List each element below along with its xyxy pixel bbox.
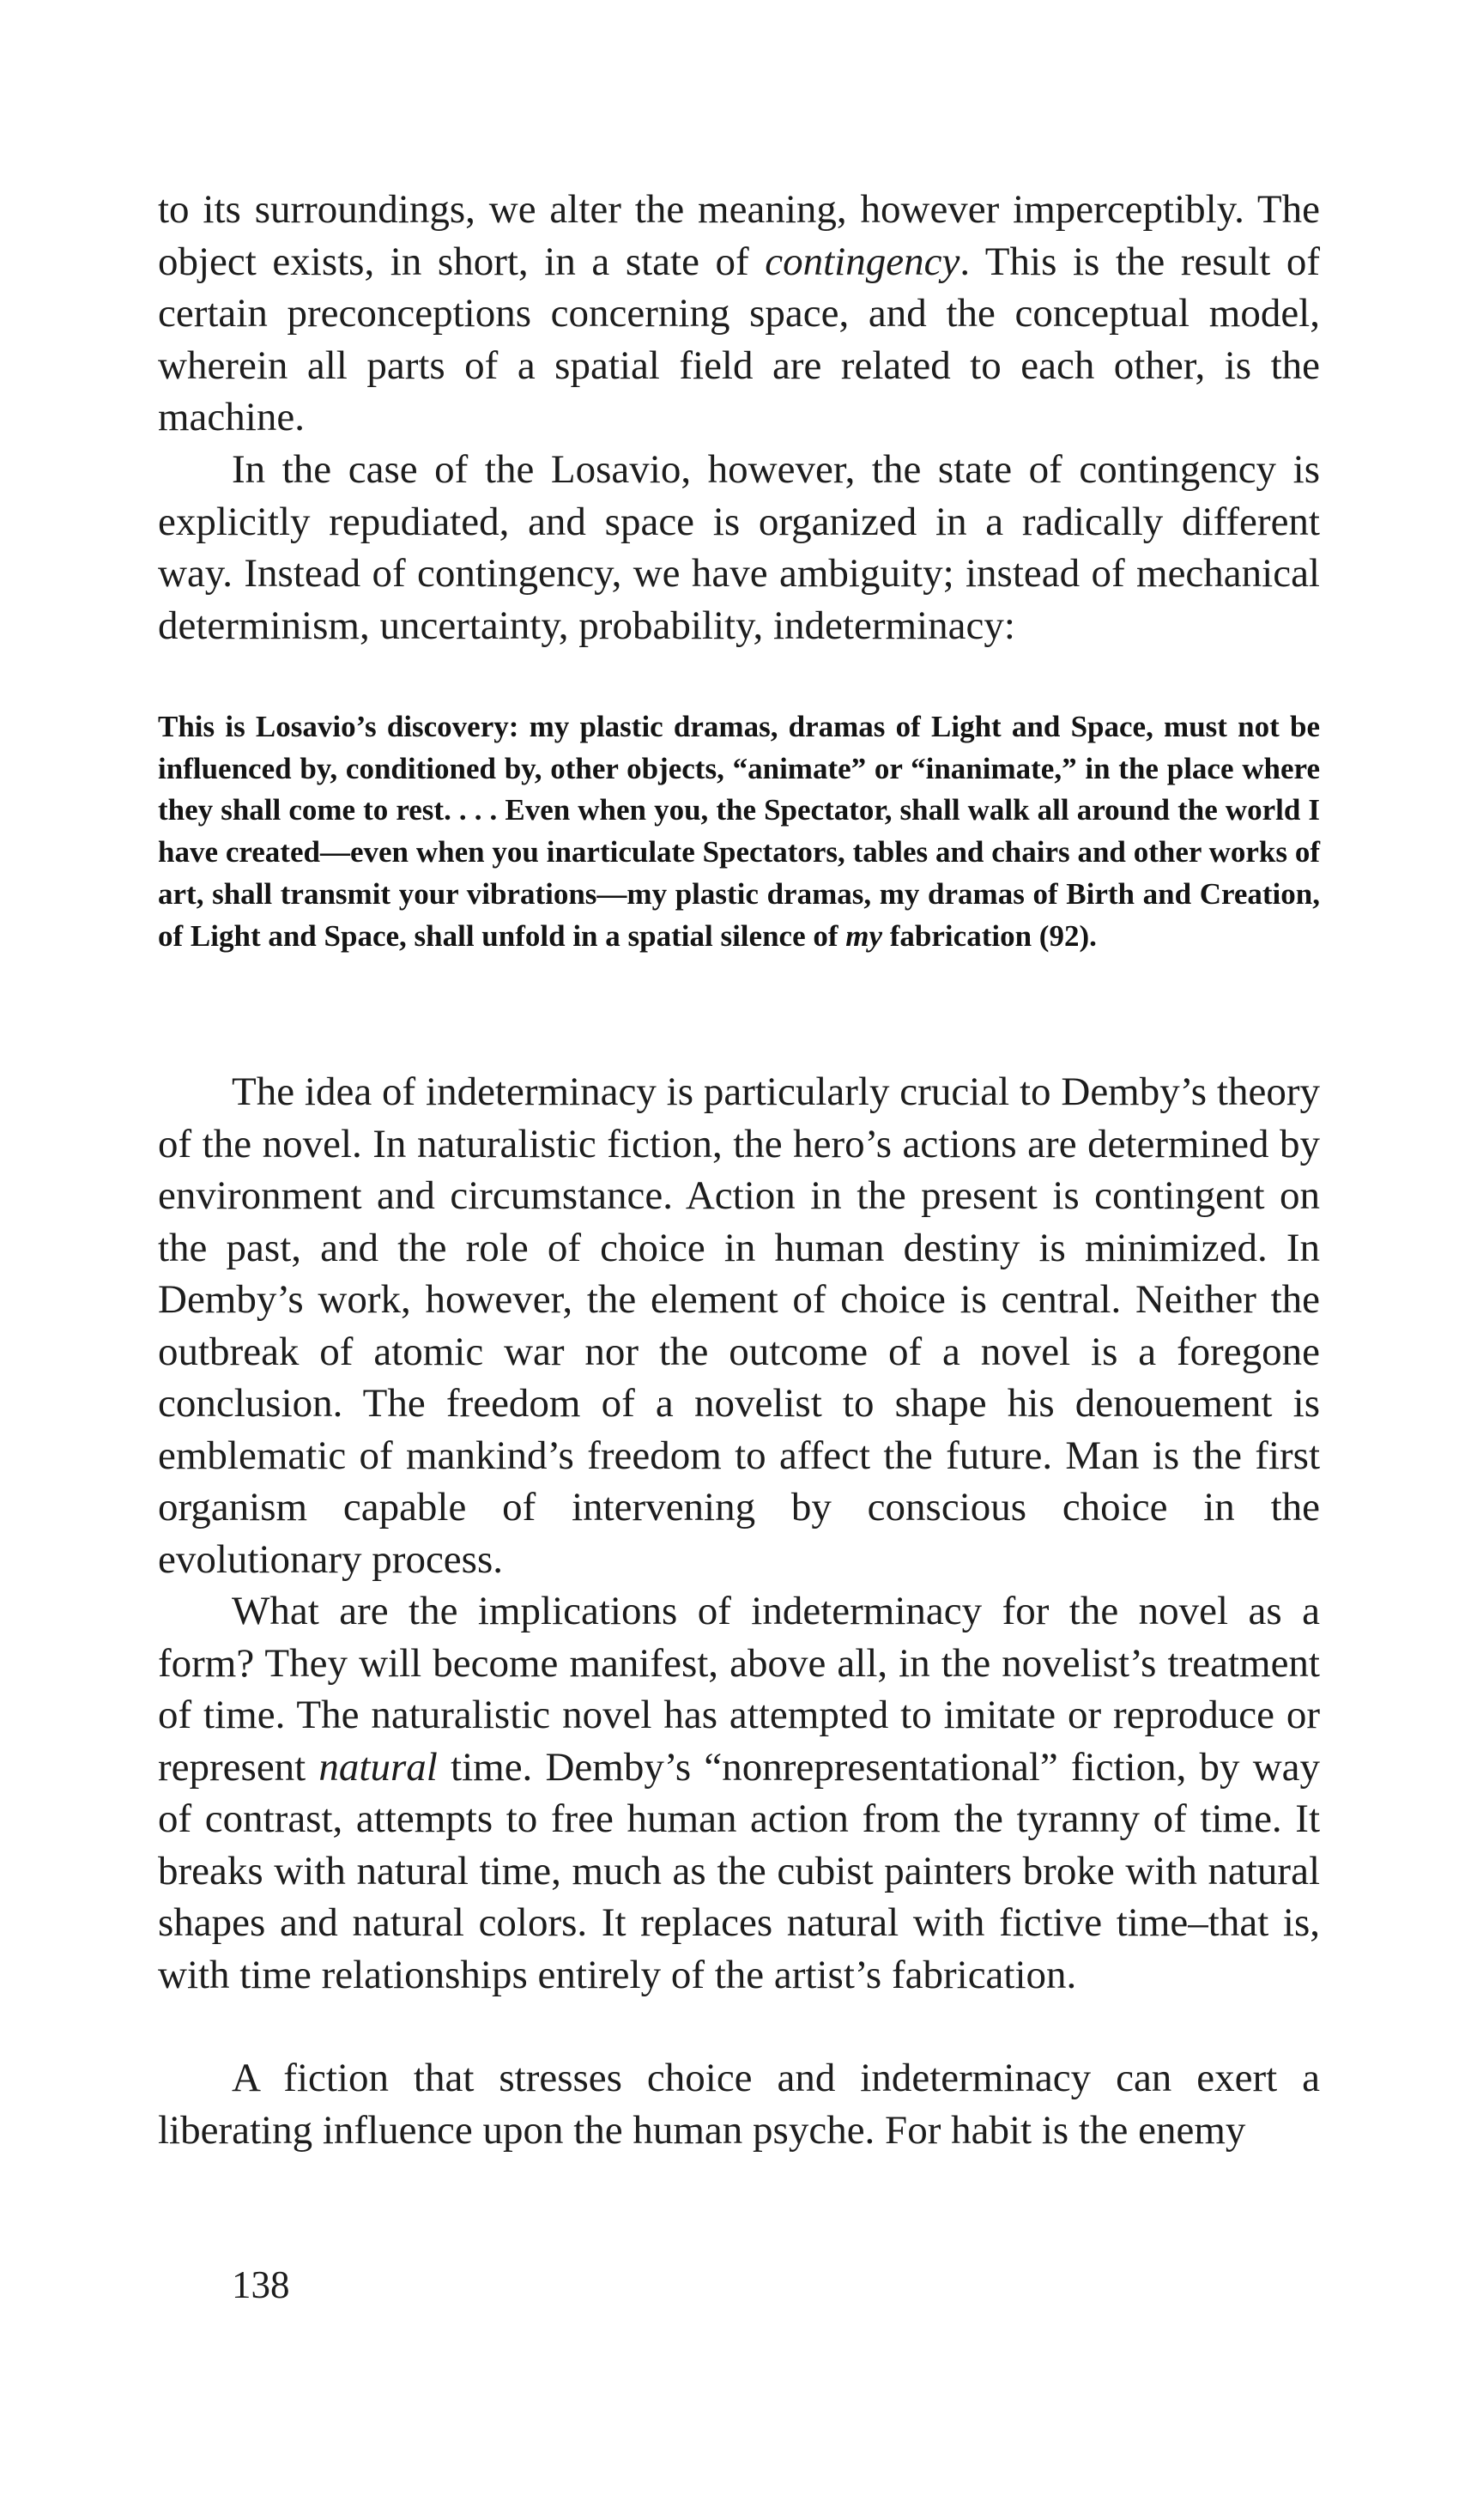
italic-term-my: my [845, 918, 883, 953]
paragraph-liberating [158, 2052, 1320, 2156]
quote-text: fabrication (92). [882, 918, 1097, 953]
italic-term-contingency: contingency [765, 239, 960, 284]
paragraph-text: In the case of the Losavio, however, the state of contingency is explicitly repudiated, and space is organized in a radically different way. Instead of contingency, we have ambiguity; instead of mechanical determinism, uncertainty, probability, indeterminacy: [158, 447, 1320, 648]
paragraph-indeterminacy [158, 1066, 1320, 1585]
paragraph-text: time. Demby’s “nonrepresentational” fiction, by way of contrast, attempts to free human action from the tyranny of time. It breaks with natural time, much as the cubist painters broke with natural shapes and natural colors. It replaces natural with fictive time–that is, with time relationships entirely of the artist’s fabrication. [158, 1744, 1321, 1997]
page-number: 138 [232, 2263, 290, 2306]
paragraph-time [158, 1585, 1320, 2001]
paragraph-losavio [158, 444, 1320, 651]
block-quote-losavio [158, 706, 1320, 957]
paragraph-text: . This is the result of certain preconceptions concerning space, and the conceptual model, wherein all parts of a spatial field are related to each other, is the machine. [158, 239, 1321, 439]
paragraph-text: A fiction that stresses choice and indeterminacy can exert a liberating influence upon the human psyche. For habit is the enemy [158, 2056, 1320, 2153]
paragraph-text: What are the implications of indeterminacy for the novel as a form? They will become manifest, above all, in the novelist’s treatment of time. The naturalistic novel has attempted to imitate or reproduce or represent [158, 1589, 1320, 1790]
paragraph-text: to its surroundings, we alter the meaning, however imperceptibly. The object exists, in short, in a state of [158, 187, 1320, 284]
italic-term-natural: natural [318, 1744, 438, 1790]
paragraph-text: The idea of indeterminacy is particularly crucial to Demby’s theory of the novel. In naturalistic fiction, the hero’s actions are determined by environment and circumstance. Action in the present is contingent on the past, and the role of choice in human destiny is minimized. In Demby’s work, however, the element of choice is central. Neither the outbreak of atomic war nor the outcome of a novel is a foregone conclusion. The freedom of a novelist to shape his denouement is emblematic of mankind’s freedom to affect the future. Man is the first organism capable of intervening by conscious choice in the evolutionary process. [158, 1069, 1320, 1582]
quote-text: This is Losavio’s discovery: my plastic dramas, dramas of Light and Space, must not be influenced by, conditioned by, other objects, “animate” or “inanimate,” in the place where they shall come to rest. . . . Even when you, the Spectator, shall walk all around the world I have created—even when you inarticulate Spectators, tables and chairs and other works of art, shall transmit your vibrations—my plastic dramas, my dramas of Birth and Creation, of Light and Space, shall unfold in a spatial silence of [158, 710, 1320, 953]
paragraph-contingency [158, 184, 1320, 444]
